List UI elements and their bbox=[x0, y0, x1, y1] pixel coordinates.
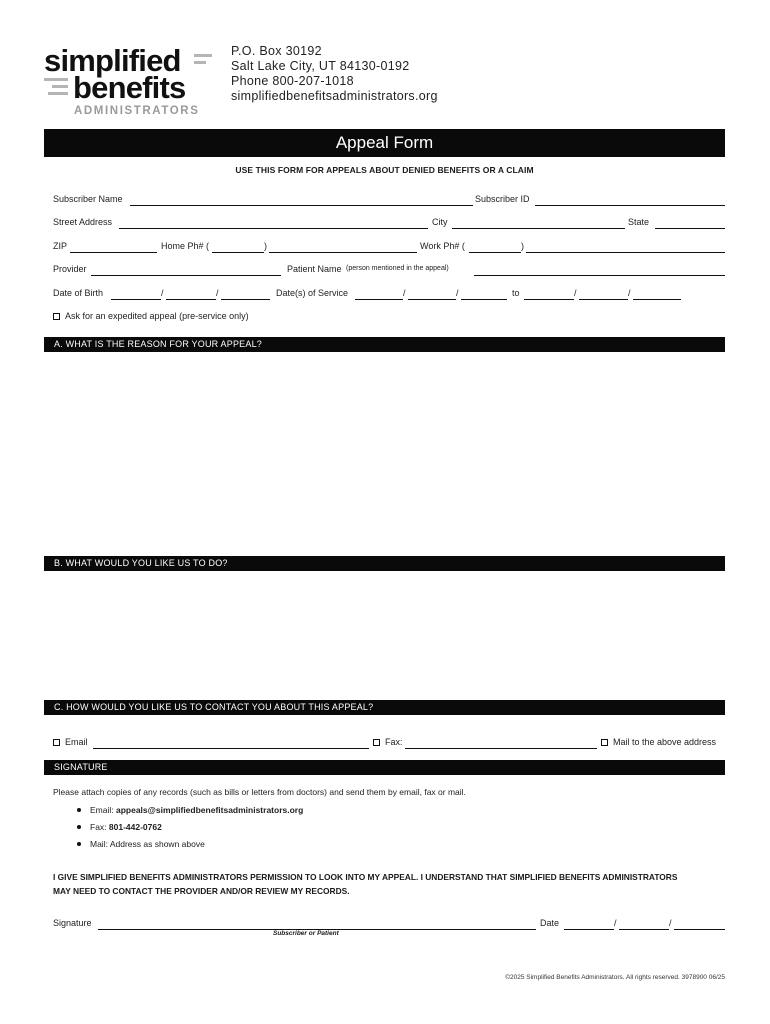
provider-field[interactable] bbox=[91, 275, 281, 276]
company-address bbox=[231, 44, 438, 104]
row-signature bbox=[53, 918, 725, 932]
row-subscriber bbox=[53, 194, 725, 208]
contact-fax-label: Fax: bbox=[385, 737, 403, 747]
contact-email-label: Email bbox=[65, 737, 88, 747]
dos-slash: / bbox=[628, 288, 631, 298]
row-address bbox=[53, 217, 725, 231]
work-phone-area-field[interactable] bbox=[469, 252, 521, 253]
footer-copyright: ©2025 Simplified Benefits Administrators. All rights reserved. 3978900 06/25 bbox=[505, 974, 725, 981]
logo-word-benefits: benefits bbox=[73, 70, 186, 105]
logo-word-administrators: ADMINISTRATORS bbox=[74, 105, 200, 117]
dos-slash: / bbox=[403, 288, 406, 298]
list-item bbox=[77, 802, 303, 819]
home-phone-paren: ) bbox=[264, 241, 267, 251]
section-a-response-area[interactable] bbox=[44, 355, 725, 550]
expedited-appeal-option[interactable] bbox=[53, 311, 249, 321]
date-slash: / bbox=[614, 918, 617, 928]
work-phone-label: Work Ph# ( bbox=[420, 241, 465, 251]
subscriber-name-field[interactable] bbox=[130, 205, 473, 206]
contact-fax-option[interactable] bbox=[373, 737, 403, 747]
subscriber-name-label: Subscriber Name bbox=[53, 194, 123, 204]
city-label: City bbox=[432, 217, 448, 227]
list-item bbox=[77, 819, 303, 836]
address-website: simplifiedbenefitsadministrators.org bbox=[231, 89, 438, 103]
date-of-birth-label: Date of Birth bbox=[53, 288, 104, 298]
home-phone-field[interactable] bbox=[269, 252, 417, 253]
submission-fax-number: 801-442-0762 bbox=[108, 822, 162, 832]
dos-to-label: to bbox=[512, 288, 520, 298]
patient-name-note: (person mentioned in the appeal) bbox=[346, 265, 449, 272]
contact-mail-option[interactable] bbox=[601, 737, 716, 747]
subscriber-id-field[interactable] bbox=[535, 205, 725, 206]
patient-name-field[interactable] bbox=[474, 275, 725, 276]
company-logo bbox=[44, 42, 219, 118]
form-subtitle: USE THIS FORM FOR APPEALS ABOUT DENIED BENEFITS OR A CLAIM bbox=[235, 165, 534, 175]
contact-email-option[interactable] bbox=[53, 737, 88, 747]
fax-checkbox[interactable] bbox=[373, 739, 380, 746]
city-field[interactable] bbox=[452, 228, 625, 229]
patient-name-label: Patient Name bbox=[287, 264, 342, 274]
list-item bbox=[77, 836, 303, 853]
row-zip-phones bbox=[53, 241, 725, 255]
zip-label: ZIP bbox=[53, 241, 68, 251]
section-a-header: A. WHAT IS THE REASON FOR YOUR APPEAL? bbox=[44, 337, 725, 352]
dos-to-year-field[interactable] bbox=[633, 299, 681, 300]
street-address-field[interactable] bbox=[119, 228, 428, 229]
expedited-label: Ask for an expedited appeal (pre-service only) bbox=[65, 311, 249, 321]
dos-slash: / bbox=[574, 288, 577, 298]
bullet-mail-text: Mail: Address as shown above bbox=[90, 839, 205, 849]
dos-from-month-field[interactable] bbox=[355, 299, 403, 300]
home-phone-label: Home Ph# ( bbox=[161, 241, 210, 251]
permission-statement bbox=[53, 870, 733, 898]
dob-year-field[interactable] bbox=[221, 299, 270, 300]
row-provider-patient bbox=[53, 264, 725, 278]
expedited-checkbox[interactable] bbox=[53, 313, 60, 320]
contact-fax-field[interactable] bbox=[405, 748, 597, 749]
dob-slash: / bbox=[161, 288, 164, 298]
dos-from-year-field[interactable] bbox=[461, 299, 507, 300]
mail-checkbox[interactable] bbox=[601, 739, 608, 746]
dos-slash: / bbox=[456, 288, 459, 298]
date-label: Date bbox=[540, 918, 560, 928]
section-b-header: B. WHAT WOULD YOU LIKE US TO DO? bbox=[44, 556, 725, 571]
form-title: Appeal Form bbox=[44, 129, 725, 157]
row-expedited bbox=[53, 311, 725, 325]
address-city: Salt Lake City, UT 84130-0192 bbox=[231, 59, 410, 73]
submission-email-link[interactable]: appeals@simplifiedbenefitsadministrators.org bbox=[115, 805, 304, 815]
address-phone: Phone 800-207-1018 bbox=[231, 74, 354, 88]
home-phone-area-field[interactable] bbox=[212, 252, 264, 253]
signature-caption: Subscriber or Patient bbox=[273, 930, 339, 937]
signature-date-year-field[interactable] bbox=[674, 929, 725, 930]
signature-label: Signature bbox=[53, 918, 92, 928]
dob-day-field[interactable] bbox=[166, 299, 216, 300]
permission-line-1: I GIVE SIMPLIFIED BENEFITS ADMINISTRATORS PERMISSION TO LOOK INTO MY APPEAL. I UNDERSTAND THAT SIMPLIFIED BENEFITS ADMINISTRATORS bbox=[53, 872, 678, 882]
permission-line-2: MAY NEED TO CONTACT THE PROVIDER AND/OR REVIEW MY RECORDS. bbox=[53, 886, 350, 896]
state-field[interactable] bbox=[655, 228, 725, 229]
street-address-label: Street Address bbox=[53, 217, 113, 227]
signature-instructions: Please attach copies of any records (such as bills or letters from doctors) and send them by email, fax or mail. bbox=[53, 787, 466, 797]
dob-month-field[interactable] bbox=[111, 299, 161, 300]
date-slash: / bbox=[669, 918, 672, 928]
email-checkbox[interactable] bbox=[53, 739, 60, 746]
contact-mail-label: Mail to the above address bbox=[613, 737, 717, 747]
address-po-box: P.O. Box 30192 bbox=[231, 44, 322, 58]
section-b-response-area[interactable] bbox=[44, 574, 725, 694]
zip-field[interactable] bbox=[70, 252, 157, 253]
signature-date-month-field[interactable] bbox=[564, 929, 614, 930]
work-phone-field[interactable] bbox=[526, 252, 725, 253]
subscriber-id-label: Subscriber ID bbox=[475, 194, 530, 204]
state-label: State bbox=[628, 217, 650, 227]
bullet-fax-label: Fax: bbox=[90, 822, 109, 832]
signature-date-day-field[interactable] bbox=[619, 929, 669, 930]
dos-to-day-field[interactable] bbox=[579, 299, 628, 300]
bullet-email-label: Email: bbox=[90, 805, 116, 815]
dob-slash: / bbox=[216, 288, 219, 298]
dos-to-month-field[interactable] bbox=[524, 299, 574, 300]
work-phone-paren: ) bbox=[521, 241, 524, 251]
contact-email-field[interactable] bbox=[93, 748, 369, 749]
row-contact-methods bbox=[53, 737, 725, 751]
section-c-header: C. HOW WOULD YOU LIKE US TO CONTACT YOU ABOUT THIS APPEAL? bbox=[44, 700, 725, 715]
dates-of-service-label: Date(s) of Service bbox=[276, 288, 349, 298]
provider-label: Provider bbox=[53, 264, 87, 274]
dos-from-day-field[interactable] bbox=[408, 299, 456, 300]
submission-methods-list bbox=[77, 802, 303, 853]
logo-word-simplified: simplified bbox=[44, 43, 181, 78]
row-dates bbox=[53, 288, 725, 302]
signature-header: SIGNATURE bbox=[44, 760, 725, 775]
